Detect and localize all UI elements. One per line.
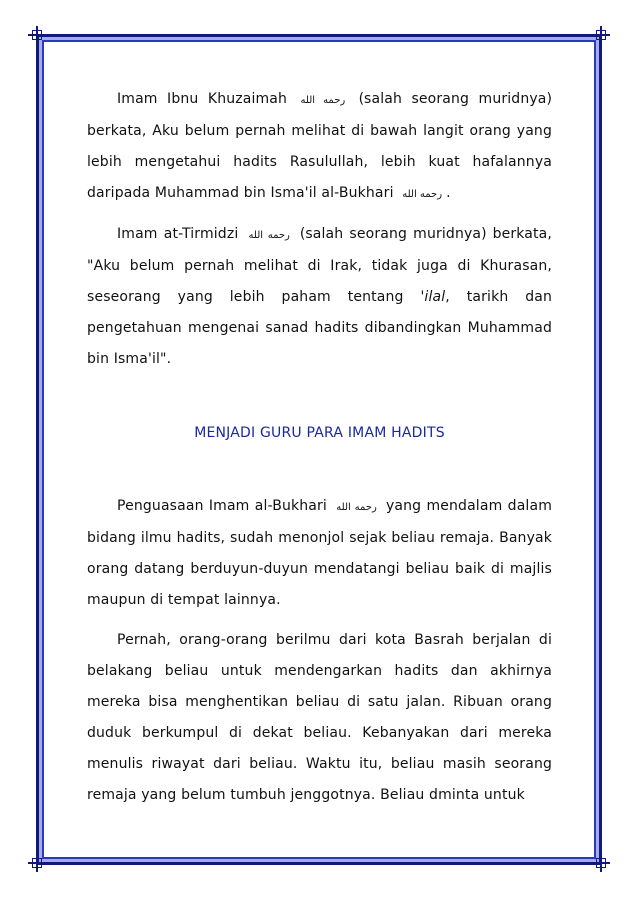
corner-ornament-bottom-left (28, 854, 46, 872)
p1-arabic-honorific-1: رحمه الله (300, 95, 346, 106)
p3-text-start: Penguasaan Imam al-Bukhari (117, 498, 327, 514)
paragraph-ibnu-khuzaimah (87, 84, 552, 210)
p1-text-end: . (446, 185, 451, 201)
page-content (87, 84, 552, 811)
p2-arabic-honorific: رحمه الله (248, 230, 290, 241)
corner-ornament-top-right (592, 26, 610, 44)
corner-ornament-top-left (28, 26, 46, 44)
p3-arabic-honorific: رحمه الله (336, 502, 377, 513)
p1-text-start: Imam Ibnu Khuzaimah (117, 91, 288, 107)
p2-text-body: (salah seorang muridnya) berkata, "Aku belum pernah melihat di Irak, tidak juga di Khurasan, seseorang yang lebih paham tentang (87, 226, 552, 305)
p2-text-end: , tarikh dan pengetahuan mengenai sanad hadits dibandingkan Muhammad bin Isma'il". (87, 289, 553, 367)
p1-arabic-honorific-2: رحمه الله (402, 189, 443, 200)
p2-text-start: Imam at-Tirmidzi (117, 226, 239, 242)
p4-text-body: Pernah, orang-orang berilmu dari kota Basrah berjalan di belakang beliau untuk mendengarkan hadits dan akhirnya mereka bisa menghentikan beliau di satu jalan. Ribuan orang duduk berkumpul di dekat beliau. Kebanyakan dari mereka menulis riwayat dari beliau. Waktu itu, beliau masih seorang remaja yang belum tumbuh jenggotnya. Beliau dminta untuk (87, 632, 552, 803)
p2-italic-term: 'ilal (420, 289, 446, 305)
section-heading: MENJADI GURU PARA IMAM HADITS (194, 425, 445, 441)
paragraph-penguasaan (87, 491, 552, 616)
corner-ornament-bottom-right (592, 854, 610, 872)
paragraph-basrah (87, 625, 552, 811)
p1-text-body: (salah seorang muridnya) berkata, Aku belum pernah melihat di bawah langit orang yang lebih mengetahui hadits Rasulullah, lebih kuat hafalannya daripada Muhammad bin Isma'il al-Bukhari (87, 91, 552, 201)
paragraph-at-tirmidzi (87, 219, 552, 375)
p3-text-body: yang mendalam dalam bidang ilmu hadits, sudah menonjol sejak beliau remaja. Banyak orang datang berduyun-duyun mendatangi beliau baik di majlis maupun di tempat lainnya. (87, 498, 552, 608)
